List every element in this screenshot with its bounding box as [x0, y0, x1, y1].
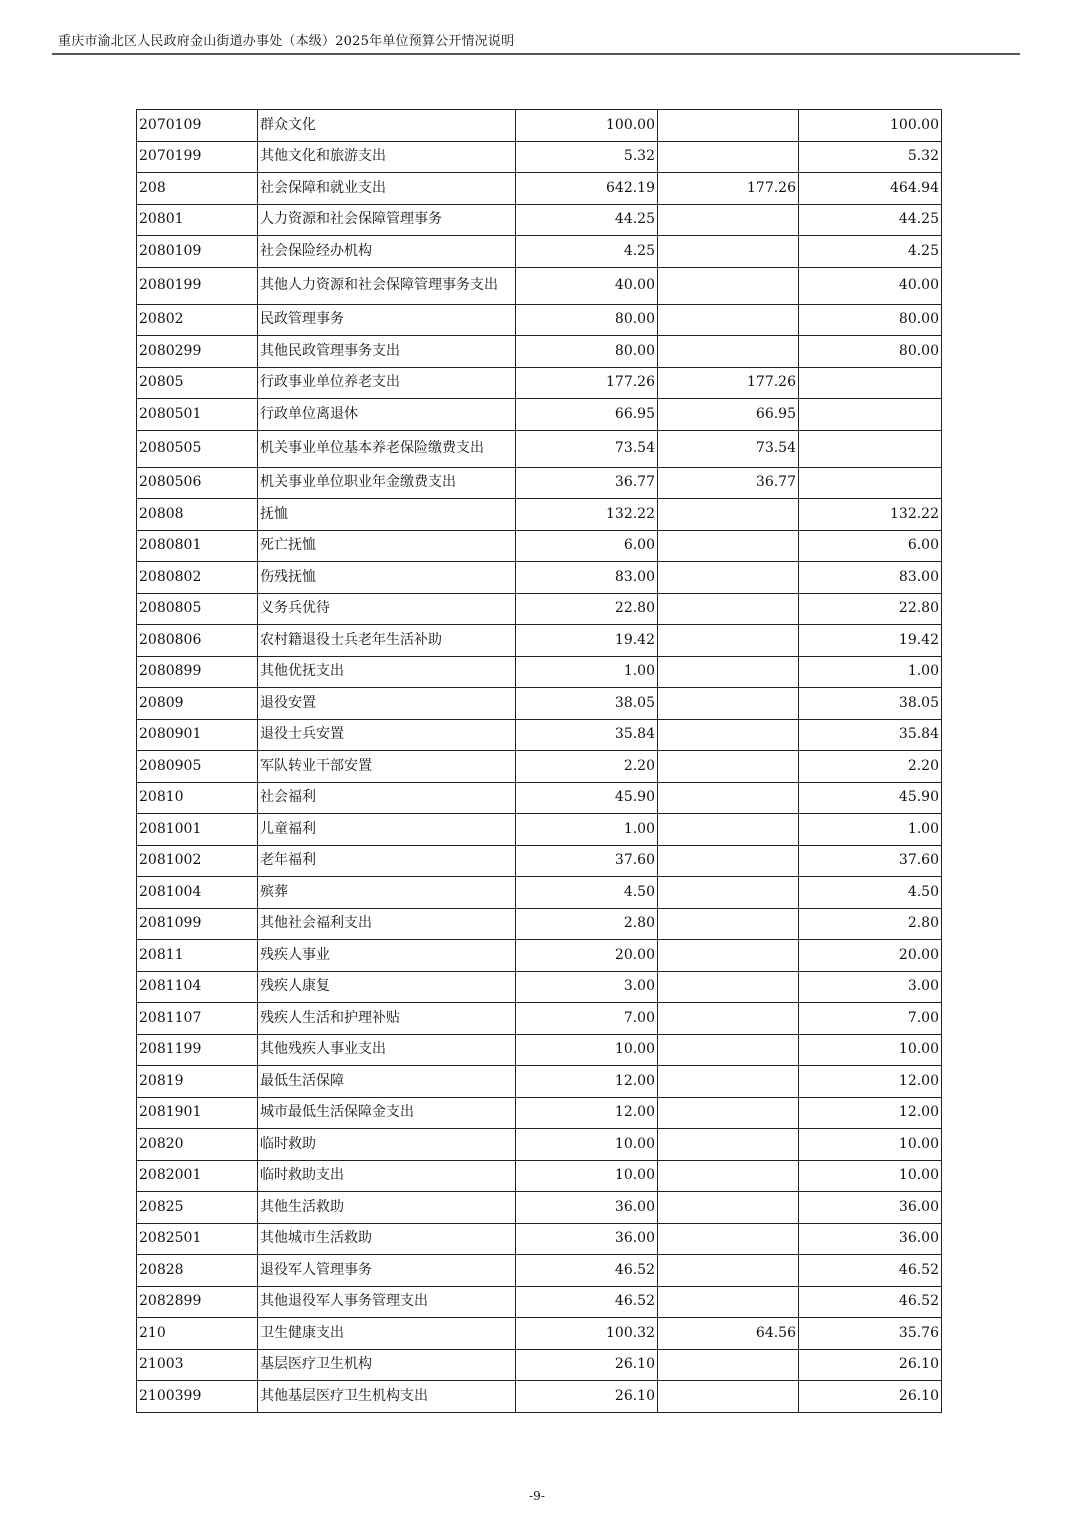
table-row	[137, 656, 942, 688]
table-row	[137, 141, 942, 173]
total-amount-cell: 19.42	[516, 625, 658, 657]
subject-name-cell: 死亡抚恤	[258, 530, 516, 562]
subject-name-cell: 群众文化	[258, 110, 516, 142]
subject-name-cell: 机关事业单位基本养老保险缴费支出	[258, 430, 516, 467]
total-amount-cell: 10.00	[516, 1160, 658, 1192]
total-amount-cell: 73.54	[516, 430, 658, 467]
table-row	[137, 782, 942, 814]
total-amount-cell: 177.26	[516, 367, 658, 399]
subject-code-cell: 208	[137, 173, 258, 205]
table-row	[137, 173, 942, 205]
subject-code-cell: 20820	[137, 1129, 258, 1161]
subject-name-cell: 最低生活保障	[258, 1066, 516, 1098]
basic-expenditure-cell	[658, 141, 799, 173]
basic-expenditure-cell	[658, 688, 799, 720]
total-amount-cell: 4.50	[516, 877, 658, 909]
basic-expenditure-cell	[658, 530, 799, 562]
subject-code-cell: 2081001	[137, 814, 258, 846]
subject-code-cell: 2082899	[137, 1286, 258, 1318]
subject-code-cell: 2080901	[137, 719, 258, 751]
total-amount-cell: 20.00	[516, 940, 658, 972]
table-row	[137, 1349, 942, 1381]
basic-expenditure-cell: 73.54	[658, 430, 799, 467]
total-amount-cell: 12.00	[516, 1066, 658, 1098]
project-expenditure-cell: 26.10	[799, 1349, 942, 1381]
table-row	[137, 1034, 942, 1066]
total-amount-cell: 642.19	[516, 173, 658, 205]
basic-expenditure-cell: 36.77	[658, 467, 799, 499]
total-amount-cell: 44.25	[516, 204, 658, 236]
project-expenditure-cell: 45.90	[799, 782, 942, 814]
basic-expenditure-cell	[658, 845, 799, 877]
total-amount-cell: 36.00	[516, 1192, 658, 1224]
subject-code-cell: 21003	[137, 1349, 258, 1381]
total-amount-cell: 1.00	[516, 656, 658, 688]
project-expenditure-cell: 22.80	[799, 593, 942, 625]
basic-expenditure-cell	[658, 204, 799, 236]
table-row	[137, 336, 942, 368]
total-amount-cell: 1.00	[516, 814, 658, 846]
project-expenditure-cell: 44.25	[799, 204, 942, 236]
subject-code-cell: 2081002	[137, 845, 258, 877]
total-amount-cell: 46.52	[516, 1286, 658, 1318]
table-row	[137, 1318, 942, 1350]
total-amount-cell: 5.32	[516, 141, 658, 173]
subject-name-cell: 老年福利	[258, 845, 516, 877]
total-amount-cell: 80.00	[516, 304, 658, 336]
subject-code-cell: 20808	[137, 499, 258, 531]
subject-name-cell: 残疾人事业	[258, 940, 516, 972]
subject-code-cell: 2080299	[137, 336, 258, 368]
project-expenditure-cell: 2.20	[799, 751, 942, 783]
project-expenditure-cell: 12.00	[799, 1097, 942, 1129]
total-amount-cell: 26.10	[516, 1349, 658, 1381]
total-amount-cell: 26.10	[516, 1381, 658, 1413]
subject-name-cell: 农村籍退役士兵老年生活补助	[258, 625, 516, 657]
subject-code-cell: 20819	[137, 1066, 258, 1098]
total-amount-cell: 46.52	[516, 1255, 658, 1287]
subject-code-cell: 2080501	[137, 399, 258, 431]
project-expenditure-cell: 2.80	[799, 908, 942, 940]
table-row	[137, 236, 942, 268]
table-row	[137, 625, 942, 657]
subject-name-cell: 殡葬	[258, 877, 516, 909]
subject-code-cell: 2080801	[137, 530, 258, 562]
project-expenditure-cell	[799, 430, 942, 467]
table-row	[137, 204, 942, 236]
total-amount-cell: 10.00	[516, 1034, 658, 1066]
basic-expenditure-cell	[658, 1349, 799, 1381]
basic-expenditure-cell	[658, 814, 799, 846]
subject-name-cell: 抚恤	[258, 499, 516, 531]
subject-name-cell: 民政管理事务	[258, 304, 516, 336]
basic-expenditure-cell	[658, 336, 799, 368]
basic-expenditure-cell	[658, 751, 799, 783]
basic-expenditure-cell	[658, 267, 799, 304]
subject-name-cell: 其他退役军人事务管理支出	[258, 1286, 516, 1318]
project-expenditure-cell: 4.50	[799, 877, 942, 909]
subject-code-cell: 2080199	[137, 267, 258, 304]
subject-name-cell: 其他文化和旅游支出	[258, 141, 516, 173]
subject-name-cell: 退役安置	[258, 688, 516, 720]
subject-name-cell: 残疾人生活和护理补贴	[258, 1003, 516, 1035]
subject-name-cell: 军队转业干部安置	[258, 751, 516, 783]
basic-expenditure-cell	[658, 971, 799, 1003]
subject-code-cell: 2081107	[137, 1003, 258, 1035]
subject-code-cell: 20810	[137, 782, 258, 814]
subject-name-cell: 其他民政管理事务支出	[258, 336, 516, 368]
subject-code-cell: 2082001	[137, 1160, 258, 1192]
basic-expenditure-cell: 177.26	[658, 173, 799, 205]
subject-code-cell: 20802	[137, 304, 258, 336]
table-row	[137, 751, 942, 783]
project-expenditure-cell: 46.52	[799, 1255, 942, 1287]
project-expenditure-cell: 7.00	[799, 1003, 942, 1035]
subject-name-cell: 城市最低生活保障金支出	[258, 1097, 516, 1129]
subject-code-cell: 2080802	[137, 562, 258, 594]
subject-code-cell: 20828	[137, 1255, 258, 1287]
subject-name-cell: 临时救助支出	[258, 1160, 516, 1192]
basic-expenditure-cell	[658, 1381, 799, 1413]
project-expenditure-cell	[799, 399, 942, 431]
project-expenditure-cell: 26.10	[799, 1381, 942, 1413]
subject-code-cell: 2080505	[137, 430, 258, 467]
subject-name-cell: 社会保障和就业支出	[258, 173, 516, 205]
subject-code-cell: 20809	[137, 688, 258, 720]
subject-code-cell: 2080805	[137, 593, 258, 625]
subject-name-cell: 行政单位离退休	[258, 399, 516, 431]
basic-expenditure-cell	[658, 1286, 799, 1318]
table-row	[137, 1192, 942, 1224]
basic-expenditure-cell: 66.95	[658, 399, 799, 431]
total-amount-cell: 40.00	[516, 267, 658, 304]
total-amount-cell: 12.00	[516, 1097, 658, 1129]
basic-expenditure-cell	[658, 908, 799, 940]
total-amount-cell: 38.05	[516, 688, 658, 720]
basic-expenditure-cell: 177.26	[658, 367, 799, 399]
basic-expenditure-cell	[658, 1034, 799, 1066]
basic-expenditure-cell: 64.56	[658, 1318, 799, 1350]
table-row	[137, 1003, 942, 1035]
table-row	[137, 719, 942, 751]
basic-expenditure-cell	[658, 625, 799, 657]
subject-name-cell: 其他城市生活救助	[258, 1223, 516, 1255]
table-row	[137, 1381, 942, 1413]
subject-code-cell: 2080905	[137, 751, 258, 783]
basic-expenditure-cell	[658, 719, 799, 751]
subject-code-cell: 210	[137, 1318, 258, 1350]
project-expenditure-cell: 464.94	[799, 173, 942, 205]
total-amount-cell: 2.20	[516, 751, 658, 783]
basic-expenditure-cell	[658, 1160, 799, 1192]
subject-code-cell: 2070109	[137, 110, 258, 142]
basic-expenditure-cell	[658, 782, 799, 814]
subject-code-cell: 20805	[137, 367, 258, 399]
subject-name-cell: 其他基层医疗卫生机构支出	[258, 1381, 516, 1413]
table-row	[137, 1223, 942, 1255]
project-expenditure-cell: 6.00	[799, 530, 942, 562]
table-row	[137, 562, 942, 594]
project-expenditure-cell: 83.00	[799, 562, 942, 594]
basic-expenditure-cell	[658, 304, 799, 336]
project-expenditure-cell: 80.00	[799, 304, 942, 336]
project-expenditure-cell: 10.00	[799, 1160, 942, 1192]
table-row	[137, 971, 942, 1003]
project-expenditure-cell: 38.05	[799, 688, 942, 720]
subject-code-cell: 20801	[137, 204, 258, 236]
total-amount-cell: 36.77	[516, 467, 658, 499]
total-amount-cell: 4.25	[516, 236, 658, 268]
subject-code-cell: 2080899	[137, 656, 258, 688]
total-amount-cell: 80.00	[516, 336, 658, 368]
budget-expenditure-table	[136, 109, 942, 1413]
total-amount-cell: 66.95	[516, 399, 658, 431]
subject-code-cell: 2081104	[137, 971, 258, 1003]
subject-name-cell: 义务兵优待	[258, 593, 516, 625]
table-row	[137, 688, 942, 720]
total-amount-cell: 3.00	[516, 971, 658, 1003]
project-expenditure-cell: 37.60	[799, 845, 942, 877]
project-expenditure-cell: 36.00	[799, 1223, 942, 1255]
basic-expenditure-cell	[658, 940, 799, 972]
table-row	[137, 267, 942, 304]
table-row	[137, 877, 942, 909]
table-row	[137, 1129, 942, 1161]
subject-name-cell: 其他生活救助	[258, 1192, 516, 1224]
subject-name-cell: 其他人力资源和社会保障管理事务支出	[258, 267, 516, 304]
basic-expenditure-cell	[658, 877, 799, 909]
subject-code-cell: 20811	[137, 940, 258, 972]
subject-name-cell: 卫生健康支出	[258, 1318, 516, 1350]
project-expenditure-cell	[799, 367, 942, 399]
table-row	[137, 304, 942, 336]
subject-name-cell: 其他社会福利支出	[258, 908, 516, 940]
page-number: -9-	[529, 1489, 545, 1503]
total-amount-cell: 2.80	[516, 908, 658, 940]
total-amount-cell: 100.00	[516, 110, 658, 142]
table-row	[137, 110, 942, 142]
table-body	[137, 110, 942, 1413]
subject-name-cell: 退役士兵安置	[258, 719, 516, 751]
subject-code-cell: 2070199	[137, 141, 258, 173]
table-row	[137, 430, 942, 467]
total-amount-cell: 22.80	[516, 593, 658, 625]
basic-expenditure-cell	[658, 656, 799, 688]
subject-code-cell: 2080806	[137, 625, 258, 657]
total-amount-cell: 132.22	[516, 499, 658, 531]
subject-name-cell: 残疾人康复	[258, 971, 516, 1003]
subject-name-cell: 社会保险经办机构	[258, 236, 516, 268]
total-amount-cell: 100.32	[516, 1318, 658, 1350]
total-amount-cell: 7.00	[516, 1003, 658, 1035]
table-row	[137, 530, 942, 562]
project-expenditure-cell: 35.84	[799, 719, 942, 751]
basic-expenditure-cell	[658, 1255, 799, 1287]
total-amount-cell: 35.84	[516, 719, 658, 751]
basic-expenditure-cell	[658, 593, 799, 625]
project-expenditure-cell	[799, 467, 942, 499]
basic-expenditure-cell	[658, 562, 799, 594]
basic-expenditure-cell	[658, 110, 799, 142]
subject-name-cell: 其他残疾人事业支出	[258, 1034, 516, 1066]
subject-code-cell: 2080506	[137, 467, 258, 499]
project-expenditure-cell: 132.22	[799, 499, 942, 531]
table-row	[137, 367, 942, 399]
total-amount-cell: 36.00	[516, 1223, 658, 1255]
table-row	[137, 1160, 942, 1192]
project-expenditure-cell: 36.00	[799, 1192, 942, 1224]
project-expenditure-cell: 1.00	[799, 814, 942, 846]
table-row	[137, 1066, 942, 1098]
subject-code-cell: 2100399	[137, 1381, 258, 1413]
project-expenditure-cell: 20.00	[799, 940, 942, 972]
basic-expenditure-cell	[658, 1129, 799, 1161]
basic-expenditure-cell	[658, 1097, 799, 1129]
subject-code-cell: 2081199	[137, 1034, 258, 1066]
basic-expenditure-cell	[658, 1192, 799, 1224]
project-expenditure-cell: 4.25	[799, 236, 942, 268]
basic-expenditure-cell	[658, 1066, 799, 1098]
project-expenditure-cell: 10.00	[799, 1129, 942, 1161]
table-row	[137, 814, 942, 846]
total-amount-cell: 45.90	[516, 782, 658, 814]
table-row	[137, 467, 942, 499]
project-expenditure-cell: 3.00	[799, 971, 942, 1003]
basic-expenditure-cell	[658, 499, 799, 531]
subject-name-cell: 其他优抚支出	[258, 656, 516, 688]
project-expenditure-cell: 1.00	[799, 656, 942, 688]
subject-code-cell: 2081901	[137, 1097, 258, 1129]
subject-name-cell: 基层医疗卫生机构	[258, 1349, 516, 1381]
subject-code-cell: 2081099	[137, 908, 258, 940]
table-row	[137, 593, 942, 625]
subject-code-cell: 20825	[137, 1192, 258, 1224]
table-row	[137, 940, 942, 972]
project-expenditure-cell: 12.00	[799, 1066, 942, 1098]
table-row	[137, 908, 942, 940]
subject-code-cell: 2082501	[137, 1223, 258, 1255]
subject-name-cell: 行政事业单位养老支出	[258, 367, 516, 399]
document-header-title: 重庆市渝北区人民政府金山街道办事处（本级）2025年单位预算公开情况说明	[58, 34, 515, 49]
subject-code-cell: 2081004	[137, 877, 258, 909]
subject-name-cell: 临时救助	[258, 1129, 516, 1161]
table-row	[137, 1286, 942, 1318]
header-divider	[52, 53, 1020, 55]
subject-name-cell: 儿童福利	[258, 814, 516, 846]
subject-name-cell: 人力资源和社会保障管理事务	[258, 204, 516, 236]
table-row	[137, 499, 942, 531]
table-row	[137, 845, 942, 877]
total-amount-cell: 37.60	[516, 845, 658, 877]
table-row	[137, 1255, 942, 1287]
project-expenditure-cell: 10.00	[799, 1034, 942, 1066]
basic-expenditure-cell	[658, 1003, 799, 1035]
project-expenditure-cell: 35.76	[799, 1318, 942, 1350]
project-expenditure-cell: 46.52	[799, 1286, 942, 1318]
project-expenditure-cell: 40.00	[799, 267, 942, 304]
subject-code-cell: 2080109	[137, 236, 258, 268]
table-row	[137, 399, 942, 431]
total-amount-cell: 10.00	[516, 1129, 658, 1161]
project-expenditure-cell: 19.42	[799, 625, 942, 657]
subject-name-cell: 伤残抚恤	[258, 562, 516, 594]
total-amount-cell: 6.00	[516, 530, 658, 562]
project-expenditure-cell: 80.00	[799, 336, 942, 368]
subject-name-cell: 退役军人管理事务	[258, 1255, 516, 1287]
basic-expenditure-cell	[658, 1223, 799, 1255]
table-row	[137, 1097, 942, 1129]
project-expenditure-cell: 5.32	[799, 141, 942, 173]
subject-name-cell: 机关事业单位职业年金缴费支出	[258, 467, 516, 499]
total-amount-cell: 83.00	[516, 562, 658, 594]
subject-name-cell: 社会福利	[258, 782, 516, 814]
project-expenditure-cell: 100.00	[799, 110, 942, 142]
basic-expenditure-cell	[658, 236, 799, 268]
